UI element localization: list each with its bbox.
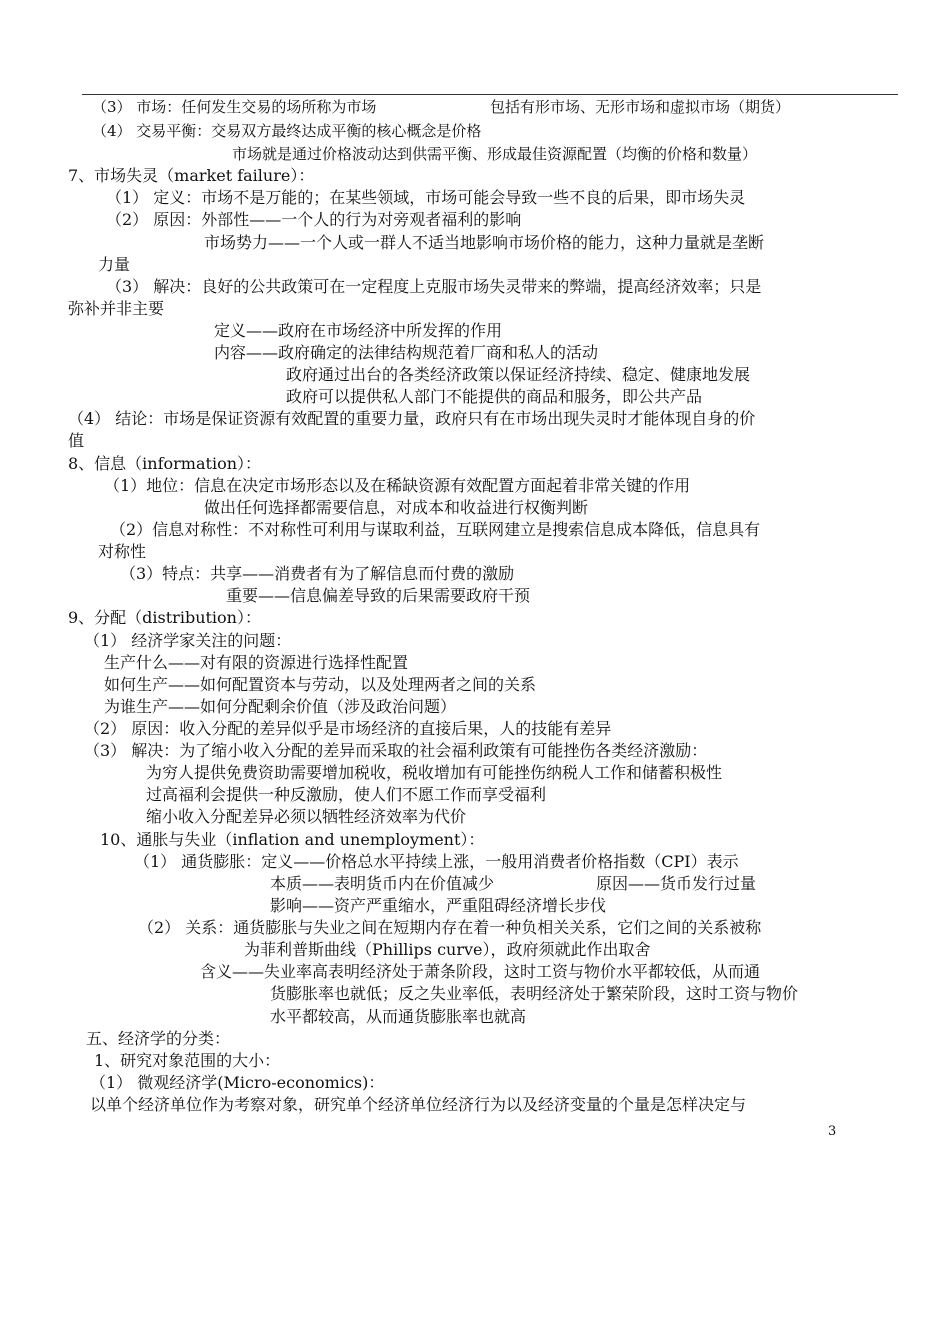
section-heading: 8、信息（information）： xyxy=(68,454,262,473)
text-line: 生产什么——对有限的资源进行选择性配置 xyxy=(104,653,409,672)
section-heading: 五、经济学的分类： xyxy=(86,1029,231,1048)
text-line: （4） 结论：市场是保证资源有效配置的重要力量，政府只有在市场出现失灵时才能体现自身的价 xyxy=(68,409,756,428)
section-heading: 9、分配（distribution）： xyxy=(68,608,261,627)
text-line: （2） 关系：通货膨胀与失业之间在短期内存在着一种负相关关系，它们之间的关系被称 xyxy=(138,918,762,937)
text-line: （3） 解决：为了缩小收入分配的差异而采取的社会福利政策有可能挫伤各类经济激励： xyxy=(84,741,708,760)
text-line: 市场势力——一个人或一群人不适当地影响市场价格的能力，这种力量就是垄断 xyxy=(204,233,765,252)
text-line: 值 xyxy=(68,431,85,450)
text-line: 内容——政府确定的法律结构规范着厂商和私人的活动 xyxy=(214,343,599,362)
text-line: 为菲利普斯曲线（Phillips curve），政府须就此作出取舍 xyxy=(244,940,651,959)
text-line: 重要——信息偏差导致的后果需要政府干预 xyxy=(226,586,531,605)
text-line: （1） 定义：市场不是万能的；在某些领域，市场可能会导致一些不良的后果，即市场失灵 xyxy=(106,188,746,207)
text-line: 包括有形市场、无形市场和虚拟市场（期货） xyxy=(490,98,791,116)
text-line: 力量 xyxy=(98,255,131,274)
text-line: （1） 微观经济学(Micro-economics)： xyxy=(90,1073,385,1092)
text-line: 原因——货币发行过量 xyxy=(596,874,757,893)
text-line: （3）特点：共享——消费者有为了解信息而付费的激励 xyxy=(120,564,515,583)
text-line: 本质——表明货币内在价值减少 xyxy=(270,874,495,893)
text-line: （1）地位：信息在决定市场形态以及在稀缺资源有效配置方面起着非常关键的作用 xyxy=(104,476,691,495)
section-heading: 10、通胀与失业（inflation and unemployment）： xyxy=(100,830,485,849)
text-line: （2） 原因：收入分配的差异似乎是市场经济的直接后果，人的技能有差异 xyxy=(84,719,612,738)
text-line: 政府可以提供私人部门不能提供的商品和服务，即公共产品 xyxy=(286,387,703,406)
text-line: 缩小收入分配差异必须以牺牲经济效率为代价 xyxy=(146,807,467,826)
section-heading: 7、市场失灵（market failure）： xyxy=(68,166,315,185)
text-line: 做出任何选择都需要信息，对成本和收益进行权衡判断 xyxy=(204,498,589,517)
text-line: （4） 交易平衡：交易双方最终达成平衡的核心概念是价格 xyxy=(92,122,482,140)
text-line: 市场就是通过价格波动达到供需平衡、形成最佳资源配置（均衡的价格和数量） xyxy=(232,145,758,163)
text-line: 对称性 xyxy=(98,542,147,561)
text-line: （1） 经济学家关注的问题： xyxy=(84,631,292,650)
text-line: 含义——失业率高表明经济处于萧条阶段，这时工资与物价水平都较低，从而通 xyxy=(200,962,761,981)
text-line: 影响——资产严重缩水，严重阻碍经济增长步伐 xyxy=(270,896,607,915)
header-rule xyxy=(82,94,898,95)
text-line: （3） 解决：良好的公共政策可在一定程度上克服市场失灵带来的弊端，提高经济效率；只是 xyxy=(106,277,762,296)
page-number: 3 xyxy=(828,1124,837,1139)
text-line: 弥补并非主要 xyxy=(68,299,165,318)
text-line: 为穷人提供免费资助需要增加税收，税收增加有可能挫伤纳税人工作和储蓄积极性 xyxy=(146,763,723,782)
text-line: 水平都较高，从而通货膨胀率也就高 xyxy=(270,1007,527,1026)
text-line: 如何生产——如何配置资本与劳动，以及处理两者之间的关系 xyxy=(104,675,537,694)
text-line: 过高福利会提供一种反激励，使人们不愿工作而享受福利 xyxy=(146,785,547,804)
text-line: （2） 原因：外部性——一个人的行为对旁观者福利的影响 xyxy=(106,210,522,229)
text-line: 定义——政府在市场经济中所发挥的作用 xyxy=(214,321,503,340)
text-line: 1、研究对象范围的大小： xyxy=(94,1051,281,1070)
text-line: （2）信息对称性：不对称性可利用与谋取利益，互联网建立是搜索信息成本降低，信息具有 xyxy=(110,520,761,539)
text-line: 政府通过出台的各类经济政策以保证经济持续、稳定、健康地发展 xyxy=(286,365,751,384)
text-line: 货膨胀率也就低；反之失业率低，表明经济处于繁荣阶段，这时工资与物价 xyxy=(270,984,799,1003)
text-line: （3） 市场：任何发生交易的场所称为市场 xyxy=(92,98,377,116)
text-line: 以单个经济单位作为考察对象，研究单个经济单位经济行为以及经济变量的个量是怎样决定与 xyxy=(90,1095,747,1114)
text-line: （1） 通货膨胀：定义——价格总水平持续上涨，一般用消费者价格指数（CPI）表示 xyxy=(134,852,739,871)
text-line: 为谁生产——如何分配剩余价值（涉及政治问题） xyxy=(104,697,457,716)
